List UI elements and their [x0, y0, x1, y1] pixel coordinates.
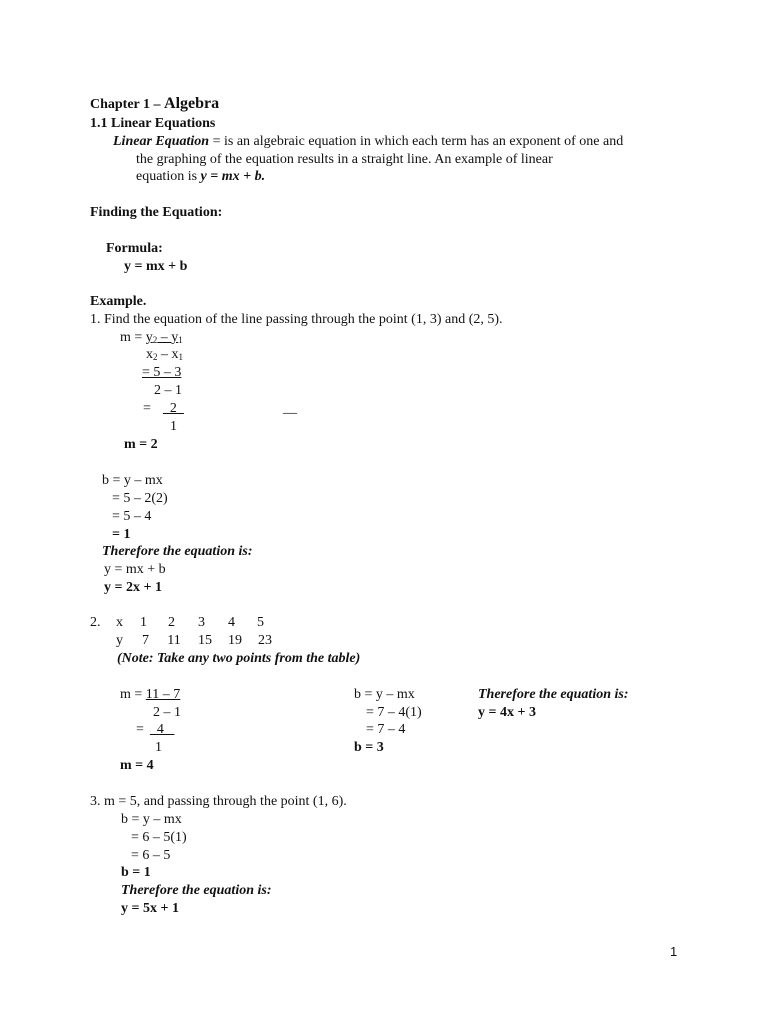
ex1-fraction-row	[143, 401, 184, 417]
ex1-slope-formula-denominator	[146, 347, 183, 363]
ex1-x1: x	[171, 347, 179, 362]
ex1-y1: y	[171, 330, 179, 345]
ex2-eq-final: y = 4x + 3	[478, 705, 536, 720]
ex1-substitution-numerator: = 5 – 3	[142, 365, 182, 380]
ex1-question: 1. Find the equation of the line passing through the point (1, 3) and (2, 5).	[90, 312, 503, 327]
ex2-fraction-row	[136, 722, 174, 738]
ex2-y-label: y	[116, 633, 123, 648]
ex1-fraction-denominator: 1	[170, 419, 177, 434]
ex2-y-cell: 15	[198, 633, 212, 648]
ex1-y-difference	[146, 330, 183, 345]
ex1-x1-sub: 1	[178, 352, 183, 362]
finding-heading: Finding the Equation:	[90, 205, 223, 220]
ex3-therefore: Therefore the equation is:	[121, 883, 272, 898]
ex3-eq-final: y = 5x + 1	[121, 901, 179, 916]
section-heading: 1.1 Linear Equations	[90, 116, 216, 131]
ex3-b-line-3: = 6 – 5	[131, 848, 171, 863]
definition-term: Linear Equation	[113, 134, 210, 149]
ex1-y2: y	[145, 330, 153, 345]
ex1-x2-sub: 2	[153, 352, 158, 362]
ex2-y-cell: 23	[258, 633, 272, 648]
ex2-y-cell: 11	[167, 633, 181, 648]
ex2-therefore: Therefore the equation is:	[478, 687, 629, 702]
ex2-x-cell: 3	[198, 615, 205, 630]
ex2-x-cell: 5	[257, 615, 264, 630]
ex1-m-result: m = 2	[124, 437, 158, 452]
ex2-x-cell: 4	[228, 615, 235, 630]
chapter-prefix: Chapter 1 –	[90, 97, 165, 112]
ex1-b-line-3: = 5 – 4	[112, 509, 152, 524]
ex2-b-line-1: b = y – mx	[354, 687, 415, 702]
ex1-fraction-numerator: 2	[162, 401, 184, 416]
ex3-b-line-1: b = y – mx	[121, 812, 182, 827]
ex1-dash: __	[283, 401, 297, 416]
ex2-number: 2.	[90, 615, 101, 630]
ex2-fraction-numerator: 4	[149, 722, 175, 737]
ex2-note: (Note: Take any two points from the table)	[117, 651, 361, 666]
definition-text-3: equation is	[136, 169, 201, 184]
definition-line-1	[113, 134, 623, 150]
ex2-y-row	[116, 633, 280, 649]
ex2-fraction-equals: =	[136, 722, 144, 737]
ex1-eq-general: y = mx + b	[104, 562, 166, 577]
definition-text-1: = is an algebraic equation in which each term has an exponent of one and	[209, 134, 624, 149]
ex2-b-line-3: = 7 – 4	[366, 722, 406, 737]
ex1-y2-sub: 2	[152, 335, 158, 345]
ex1-therefore: Therefore the equation is:	[102, 544, 253, 559]
ex2-y-cell: 19	[228, 633, 242, 648]
ex2-m-numerator: 11 – 7	[145, 687, 181, 702]
ex2-b-line-2: = 7 – 4(1)	[366, 705, 422, 720]
ex1-m-prefix: m =	[120, 330, 146, 345]
ex1-x2: x	[146, 347, 153, 362]
ex2-x-label: x	[116, 615, 123, 630]
ex1-eq-final: y = 2x + 1	[104, 580, 162, 595]
ex1-b-result: = 1	[112, 527, 131, 542]
ex2-b-result: b = 3	[354, 740, 384, 755]
ex2-x-row	[116, 615, 277, 631]
page-number: 1	[670, 944, 678, 959]
chapter-heading	[90, 96, 219, 113]
ex1-minus-2: –	[157, 347, 172, 362]
ex2-x-cell: 1	[140, 615, 147, 630]
formula-label: Formula:	[106, 241, 163, 256]
ex3-question: 3. m = 5, and passing through the point (1, 6).	[90, 794, 347, 809]
formula: y = mx + b	[124, 259, 188, 274]
ex2-m-denominator: 2 – 1	[153, 705, 181, 720]
ex1-y1-sub: 1	[178, 335, 183, 345]
ex3-b-line-2: = 6 – 5(1)	[131, 830, 187, 845]
ex1-fraction-equals: =	[143, 401, 151, 416]
ex2-m-numerator-row	[120, 687, 180, 703]
ex2-m-result: m = 4	[120, 758, 154, 773]
ex1-slope-formula-numerator	[120, 330, 183, 346]
chapter-title: Algebra	[164, 95, 220, 112]
definition-line-2: the graphing of the equation results in a straight line. An example of linear	[136, 152, 553, 167]
ex2-y-cell: 7	[142, 633, 149, 648]
ex2-m-prefix: m =	[120, 687, 146, 702]
ex2-fraction-denominator: 1	[155, 740, 162, 755]
ex1-b-line-2: = 5 – 2(2)	[112, 491, 168, 506]
ex1-minus-1: –	[157, 330, 172, 345]
definition-line-3	[136, 169, 265, 185]
ex1-substitution-denominator: 2 – 1	[154, 383, 182, 398]
definition-equation: y = mx + b.	[200, 169, 266, 184]
ex1-b-line-1: b = y – mx	[102, 473, 163, 488]
example-heading: Example.	[90, 294, 147, 309]
ex3-b-result: b = 1	[121, 865, 151, 880]
ex2-x-cell: 2	[168, 615, 175, 630]
